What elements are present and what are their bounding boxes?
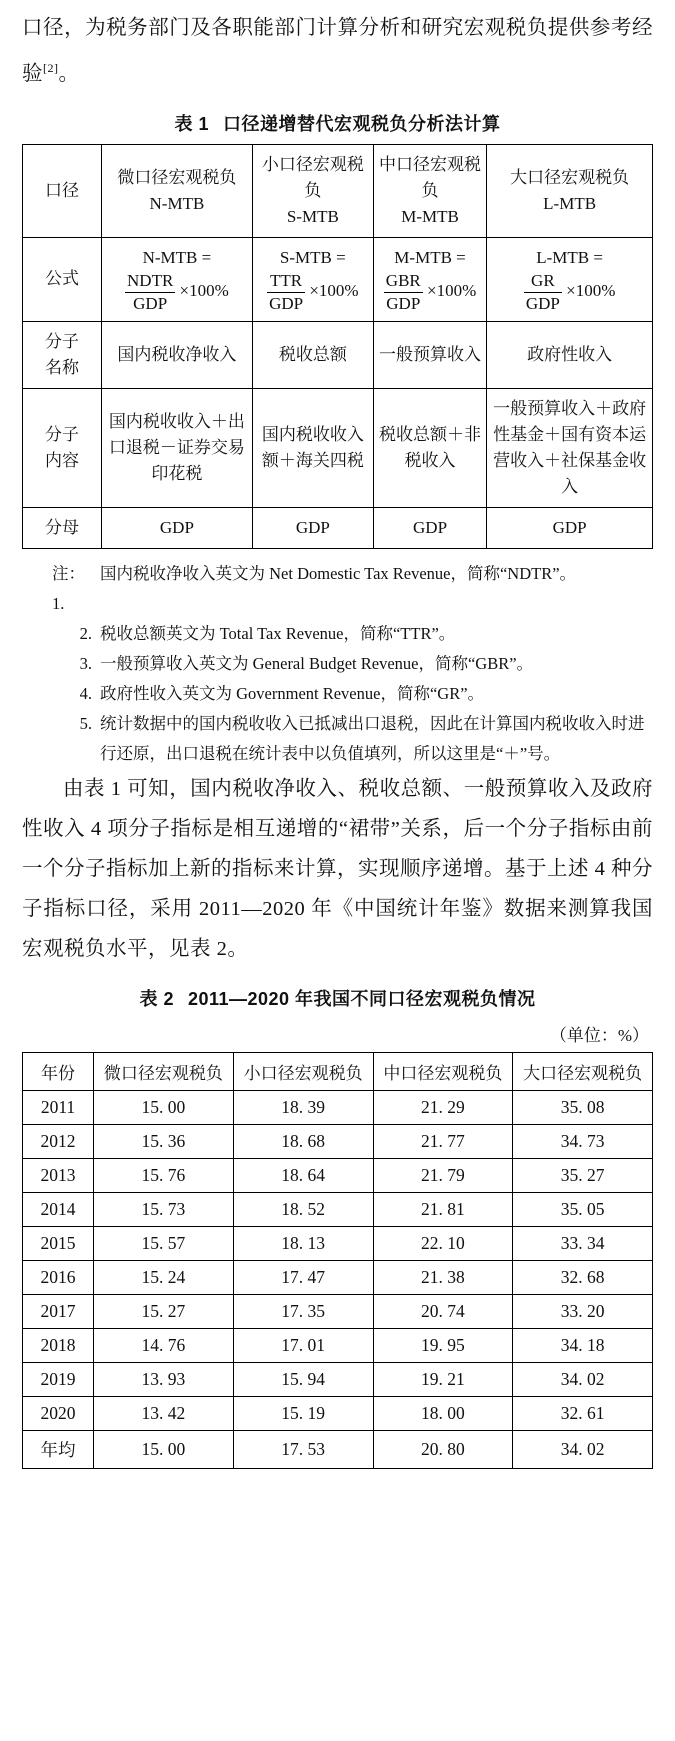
notes-label: 注： — [52, 563, 85, 583]
table1-cell-den-3: GDP — [373, 507, 486, 548]
formula1-fraction — [125, 271, 175, 314]
table-row — [23, 1226, 653, 1260]
table2-cell-micro: 15. 00 — [94, 1090, 234, 1124]
table1-caption — [22, 110, 653, 136]
table-2 — [22, 1052, 653, 1469]
formula4-fraction — [524, 271, 562, 314]
table2-unit: （单位：%） — [549, 1025, 649, 1045]
table-row — [23, 1192, 653, 1226]
table2-header-year: 年份 — [23, 1052, 94, 1090]
table2-cell-small: 18. 64 — [233, 1158, 373, 1192]
table2-cell-small: 17. 53 — [233, 1430, 373, 1468]
table1-caption-number: 表 1 — [174, 113, 209, 134]
table1-cell-numdetail-1: 国内税收收入＋出口退税－证券交易印花税 — [102, 388, 253, 507]
table-row — [23, 1294, 653, 1328]
table-row — [23, 1158, 653, 1192]
table1-cell-numdetail-4: 一般预算收入＋政府性基金＋国有资本运营收入＋社保基金收入 — [487, 388, 653, 507]
table-row — [23, 1328, 653, 1362]
table2-cell-year: 2020 — [23, 1396, 94, 1430]
table2-cell-small: 17. 01 — [233, 1328, 373, 1362]
table1-cell-formula-4 — [487, 237, 653, 321]
table-row-average — [23, 1430, 653, 1468]
rowlabel-line1: 分子 — [45, 424, 79, 444]
col4-name: 大口径宏观税负 — [510, 167, 630, 187]
table2-cell-small: 17. 47 — [233, 1260, 373, 1294]
col3-name: 中口径宏观税负 — [379, 154, 482, 200]
table2-cell-micro: 14. 76 — [94, 1328, 234, 1362]
formula3-numerator: GBR — [384, 271, 423, 293]
table2-cell-micro: 15. 73 — [94, 1192, 234, 1226]
table1-cell-formula-2 — [252, 237, 373, 321]
table2-header-large: 大口径宏观税负 — [513, 1052, 653, 1090]
table2-cell-year: 2016 — [23, 1260, 94, 1294]
table1-rowlabel-numerator-name — [23, 321, 102, 388]
formula4-lhs: L-MTB = — [536, 247, 603, 267]
note-text: 一般预算收入英文为 General Budget Revenue，简称“GBR”。 — [100, 653, 534, 673]
formula4-tail: ×100% — [566, 281, 616, 301]
table2-cell-large: 34. 73 — [513, 1124, 653, 1158]
table2-cell-year: 年均 — [23, 1430, 94, 1468]
col4-code: L-MTB — [543, 193, 597, 213]
table1-cell-numname-2: 税收总额 — [252, 321, 373, 388]
table2-cell-large: 34. 02 — [513, 1362, 653, 1396]
table2-cell-medium: 20. 80 — [373, 1430, 513, 1468]
table2-cell-large: 35. 08 — [513, 1090, 653, 1124]
top-paragraph-text: 口径，为税务部门及各职能部门计算分析和研究宏观税负提供参考经验 — [22, 17, 653, 85]
table2-caption-number: 表 2 — [139, 988, 174, 1009]
top-paragraph — [22, 8, 653, 94]
rowlabel-line2: 名称 — [45, 357, 79, 377]
formula2-fraction — [267, 271, 305, 314]
table1-cell-name-3 — [373, 144, 486, 237]
table2-cell-small: 18. 13 — [233, 1226, 373, 1260]
table-row — [23, 1090, 653, 1124]
note-text: 国内税收净收入英文为 Net Domestic Tax Revenue，简称“NDTR”。 — [100, 563, 577, 583]
table-1 — [22, 144, 653, 549]
col3-code: M-MTB — [401, 206, 459, 226]
table1-cell-den-2: GDP — [252, 507, 373, 548]
table1-caption-title: 口径递增替代宏观税负分析法计算 — [223, 113, 501, 134]
table2-cell-micro: 15. 27 — [94, 1294, 234, 1328]
table1-cell-numname-4: 政府性收入 — [487, 321, 653, 388]
formula2-lhs: S-MTB = — [279, 247, 346, 267]
table2-cell-large: 32. 61 — [513, 1396, 653, 1430]
formula3-lhs: M-MTB = — [394, 247, 466, 267]
table2-cell-year: 2013 — [23, 1158, 94, 1192]
formula2-numerator: TTR — [267, 271, 305, 293]
table2-cell-large: 35. 05 — [513, 1192, 653, 1226]
formula4-denominator: GDP — [525, 293, 560, 313]
note-index: 3. — [79, 653, 92, 673]
table-row — [23, 144, 653, 237]
table1-cell-den-4: GDP — [487, 507, 653, 548]
table2-cell-micro: 15. 24 — [94, 1260, 234, 1294]
table2-cell-large: 35. 27 — [513, 1158, 653, 1192]
table2-cell-small: 18. 68 — [233, 1124, 373, 1158]
table2-cell-large: 33. 34 — [513, 1226, 653, 1260]
rowlabel-line1: 分子 — [45, 331, 79, 351]
table1-cell-numname-1: 国内税收净收入 — [102, 321, 253, 388]
table2-cell-medium: 21. 29 — [373, 1090, 513, 1124]
table-row — [23, 237, 653, 321]
table2-cell-micro: 15. 00 — [94, 1430, 234, 1468]
table2-cell-small: 18. 52 — [233, 1192, 373, 1226]
table2-cell-medium: 21. 79 — [373, 1158, 513, 1192]
table-row — [23, 507, 653, 548]
middle-paragraph: 由表 1 可知，国内税收净收入、税收总额、一般预算收入及政府性收入 4 项分子指标是相互递增的“裙带”关系，后一个分子指标由前一个分子指标加上新的指标来计算，实现顺序递增。基于上述 4 种分子指标口径，采用 2011—2020 年《中国统计年鉴》数据来测算我国宏观税负水平，见表 2。 — [22, 777, 653, 960]
table1-notes — [22, 559, 653, 769]
table2-cell-year: 2018 — [23, 1328, 94, 1362]
table2-cell-year: 2015 — [23, 1226, 94, 1260]
table2-cell-medium: 22. 10 — [373, 1226, 513, 1260]
table2-cell-large: 32. 68 — [513, 1260, 653, 1294]
table1-cell-name-1 — [102, 144, 253, 237]
table2-cell-medium: 20. 74 — [373, 1294, 513, 1328]
table1-cell-numdetail-2: 国内税收收入额＋海关四税 — [252, 388, 373, 507]
note-text: 税收总额英文为 Total Tax Revenue，简称“TTR”。 — [100, 623, 456, 643]
note-text: 统计数据中的国内税收收入已抵减出口退税，因此在计算国内税收收入时进行还原，出口退税在统计表中以负值填列，所以这里是“＋”号。 — [100, 713, 645, 763]
table2-cell-year: 2019 — [23, 1362, 94, 1396]
note-index: 5. — [79, 713, 92, 733]
table2-header-micro: 微口径宏观税负 — [94, 1052, 234, 1090]
formula4-numerator: GR — [524, 271, 562, 293]
table2-cell-medium: 21. 81 — [373, 1192, 513, 1226]
formula1-numerator: NDTR — [125, 271, 175, 293]
table2-cell-micro: 15. 36 — [94, 1124, 234, 1158]
note-item — [22, 619, 653, 649]
table2-cell-medium: 21. 38 — [373, 1260, 513, 1294]
formula1-tail: ×100% — [179, 281, 229, 301]
formula1-denominator: GDP — [133, 293, 168, 313]
table1-rowlabel-koujing: 口径 — [23, 144, 102, 237]
col2-code: S-MTB — [286, 206, 339, 226]
table1-cell-name-4 — [487, 144, 653, 237]
table-row — [23, 1362, 653, 1396]
table1-cell-formula-3 — [373, 237, 486, 321]
col1-name: 微口径宏观税负 — [117, 167, 237, 187]
table2-cell-large: 34. 18 — [513, 1328, 653, 1362]
note-item — [22, 559, 653, 619]
table2-header-medium: 中口径宏观税负 — [373, 1052, 513, 1090]
note-index — [22, 559, 100, 619]
note-item — [22, 679, 653, 709]
table2-cell-year: 2014 — [23, 1192, 94, 1226]
table2-header-small: 小口径宏观税负 — [233, 1052, 373, 1090]
note-text: 政府性收入英文为 Government Revenue，简称“GR”。 — [100, 683, 485, 703]
table-row — [23, 321, 653, 388]
table1-cell-formula-1 — [102, 237, 253, 321]
table2-cell-medium: 18. 00 — [373, 1396, 513, 1430]
table2-cell-small: 15. 94 — [233, 1362, 373, 1396]
table1-cell-den-1: GDP — [102, 507, 253, 548]
note-item — [22, 649, 653, 679]
table2-cell-year: 2017 — [23, 1294, 94, 1328]
table2-cell-large: 33. 20 — [513, 1294, 653, 1328]
table2-cell-micro: 13. 42 — [94, 1396, 234, 1430]
table-row — [23, 388, 653, 507]
rowlabel-line2: 内容 — [45, 450, 79, 470]
table1-cell-name-2 — [252, 144, 373, 237]
table2-cell-year: 2011 — [23, 1090, 94, 1124]
table2-cell-small: 17. 35 — [233, 1294, 373, 1328]
table-row — [23, 1260, 653, 1294]
table2-cell-small: 18. 39 — [233, 1090, 373, 1124]
col1-code: N-MTB — [149, 193, 205, 213]
table1-rowlabel-numerator-detail — [23, 388, 102, 507]
table1-rowlabel-formula: 公式 — [23, 237, 102, 321]
top-paragraph-tail: 。 — [58, 62, 80, 85]
note-number: 1. — [52, 593, 65, 613]
note-index: 2. — [79, 623, 92, 643]
citation-reference: [2] — [43, 61, 59, 75]
table2-caption-title: 2011—2020 年我国不同口径宏观税负情况 — [187, 988, 536, 1009]
table2-header-row — [23, 1052, 653, 1090]
formula3-tail: ×100% — [427, 281, 477, 301]
note-index: 4. — [79, 683, 92, 703]
table2-cell-micro: 13. 93 — [94, 1362, 234, 1396]
table2-cell-year: 2012 — [23, 1124, 94, 1158]
table2-cell-micro: 15. 57 — [94, 1226, 234, 1260]
formula2-denominator: GDP — [269, 293, 304, 313]
formula3-denominator: GDP — [386, 293, 421, 313]
table2-cell-large: 34. 02 — [513, 1430, 653, 1468]
table1-cell-numname-3: 一般预算收入 — [373, 321, 486, 388]
table-row — [23, 1396, 653, 1430]
formula2-tail: ×100% — [309, 281, 359, 301]
formula1-lhs: N-MTB = — [142, 247, 212, 267]
table2-cell-small: 15. 19 — [233, 1396, 373, 1430]
table2-cell-medium: 19. 21 — [373, 1362, 513, 1396]
table2-cell-medium: 21. 77 — [373, 1124, 513, 1158]
col2-name: 小口径宏观税负 — [261, 154, 364, 200]
table2-cell-medium: 19. 95 — [373, 1328, 513, 1362]
table2-caption — [22, 985, 653, 1011]
formula3-fraction — [384, 271, 423, 314]
table1-rowlabel-denominator: 分母 — [23, 507, 102, 548]
note-item — [22, 709, 653, 769]
table1-cell-numdetail-3: 税收总额＋非税收入 — [373, 388, 486, 507]
table2-cell-micro: 15. 76 — [94, 1158, 234, 1192]
table-row — [23, 1124, 653, 1158]
